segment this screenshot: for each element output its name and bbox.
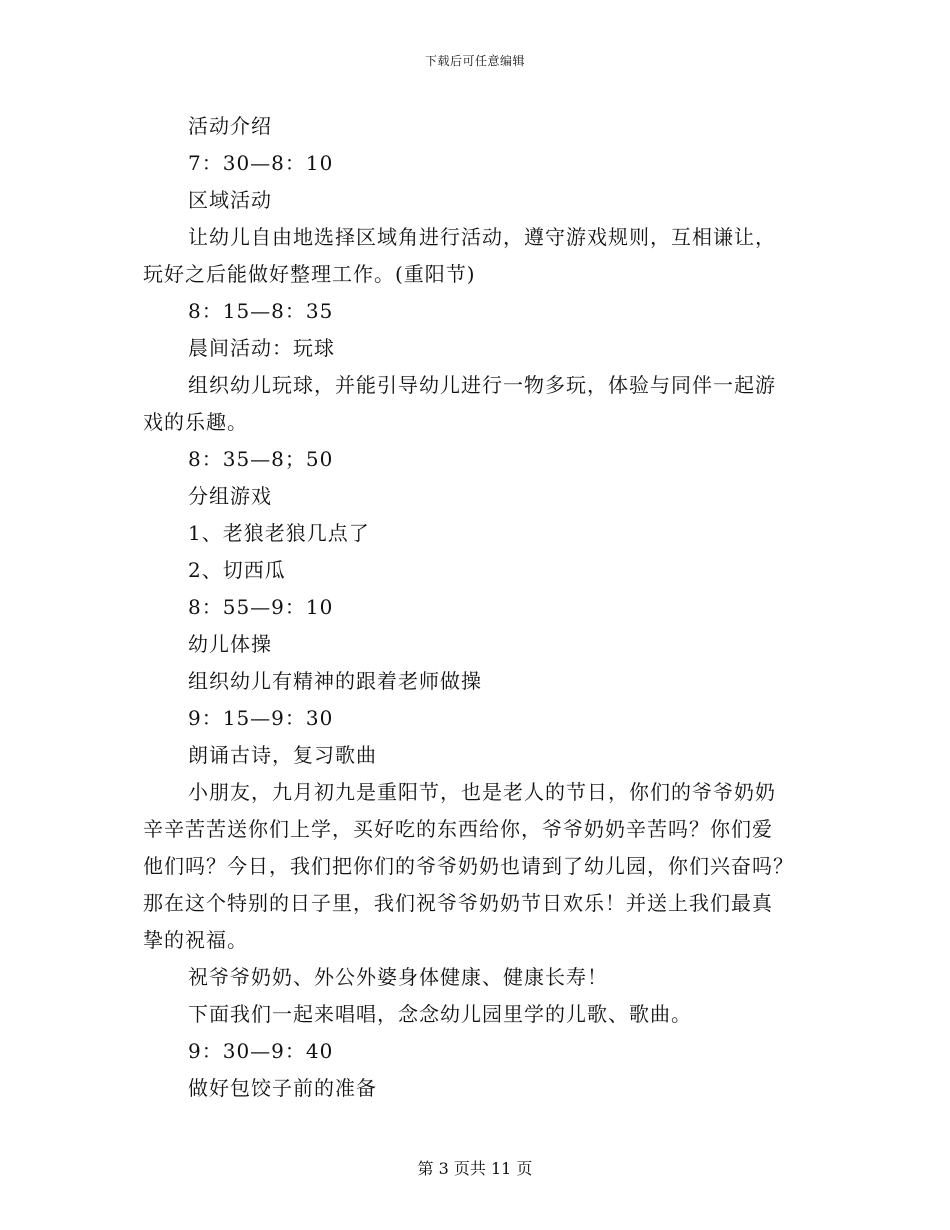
text-line: 活动介绍: [188, 114, 272, 138]
text-line: 8：35—8；50: [188, 447, 334, 471]
text-line: 晨间活动：玩球: [188, 336, 335, 360]
text-line: 9：30—9：40: [188, 1039, 334, 1063]
text-line: 9：15—9：30: [188, 706, 334, 730]
text-line: 1、老狼老狼几点了: [188, 521, 370, 545]
text-line: 幼儿体操: [188, 632, 272, 656]
text-line: 挚的祝福。: [143, 928, 248, 952]
text-line: 朗诵古诗，复习歌曲: [188, 743, 377, 767]
text-line: 戏的乐趣。: [143, 410, 248, 434]
text-line: 8：55—9：10: [188, 595, 334, 619]
text-line: 让幼儿自由地选择区域角进行活动，遵守游戏规则，互相谦让，: [188, 225, 776, 249]
text-line: 小朋友，九月初九是重阳节，也是老人的节日，你们的爷爷奶奶: [188, 780, 776, 804]
text-line: 玩好之后能做好整理工作。(重阳节): [143, 262, 476, 286]
text-line: 组织幼儿有精神的跟着老师做操: [188, 669, 482, 693]
page-header: 下载后可任意编辑: [424, 54, 525, 68]
text-line: 他们吗？今日，我们把你们的爷爷奶奶也请到了幼儿园，你们兴奋吗？: [143, 854, 794, 878]
text-line: 8：15—8：35: [188, 299, 334, 323]
text-line: 那在这个特别的日子里，我们祝爷爷奶奶节日欢乐！并送上我们最真: [143, 891, 773, 915]
text-line: 分组游戏: [188, 484, 272, 508]
text-line: 组织幼儿玩球，并能引导幼儿进行一物多玩，体验与同伴一起游: [188, 373, 776, 397]
document-body: [143, 108, 813, 1107]
page-footer: 第 3 页共 11 页: [417, 1159, 533, 1178]
text-line: 做好包饺子前的准备: [188, 1076, 377, 1100]
text-line: 辛辛苦苦送你们上学，买好吃的东西给你，爷爷奶奶辛苦吗？你们爱: [143, 817, 773, 841]
text-line: 2、切西瓜: [188, 558, 286, 582]
text-line: 祝爷爷奶奶、外公外婆身体健康、健康长寿！: [188, 965, 608, 989]
text-line: 下面我们一起来唱唱，念念幼儿园里学的儿歌、歌曲。: [188, 1002, 692, 1026]
text-line: 区域活动: [188, 188, 272, 212]
text-line: 7：30—8：10: [188, 151, 334, 175]
